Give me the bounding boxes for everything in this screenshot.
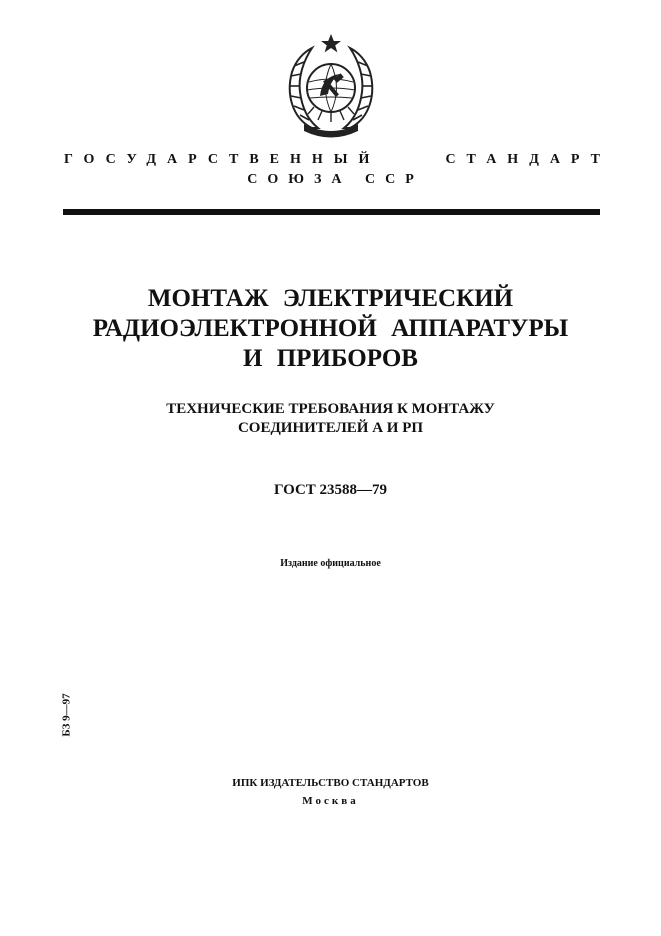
standard-designation: ГОСТ 23588—79 [273, 482, 388, 498]
title-line-2: РАДИОЭЛЕКТРОННОЙ АППАРАТУРЫ [92, 315, 569, 342]
publisher-city: Москва [302, 795, 359, 807]
header-union-text: СОЮЗА ССР [247, 172, 424, 187]
edition-note: Издание официальное [280, 558, 381, 569]
document-subtitle [0, 400, 661, 438]
state-emblem [282, 32, 380, 140]
ussr-state-emblem-icon [282, 32, 380, 140]
header-union [0, 170, 661, 190]
emblem-ribbon [304, 124, 358, 138]
header-state-word: ГОСУДАРСТВЕННЫЙ [64, 152, 381, 167]
header-divider [63, 209, 600, 215]
title-line-1: МОНТАЖ ЭЛЕКТРИЧЕСКИЙ [147, 285, 514, 312]
side-code [60, 690, 74, 740]
subtitle-line-1: ТЕХНИЧЕСКИЕ ТРЕБОВАНИЯ К МОНТАЖУ [166, 401, 495, 417]
publisher-name: ИПК ИЗДАТЕЛЬСТВО СТАНДАРТОВ [232, 777, 429, 789]
header-standard-word: СТАНДАРТ [445, 152, 611, 167]
title-line-3: И ПРИБОРОВ [243, 345, 418, 372]
document-title [0, 284, 661, 374]
emblem-star [321, 34, 341, 52]
side-code-text: БЗ 9—97 [61, 693, 73, 737]
subtitle-line-2: СОЕДИНИТЕЛЕЙ А И РП [237, 420, 424, 436]
header-state-standard [64, 150, 611, 170]
